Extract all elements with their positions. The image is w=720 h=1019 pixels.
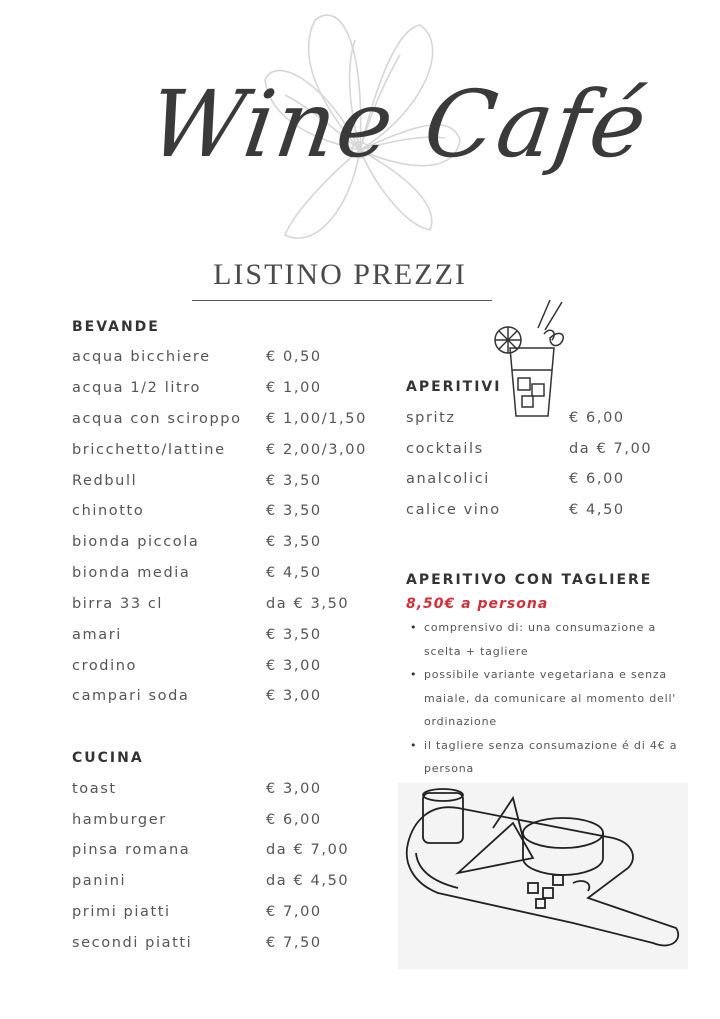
item-price: € 7,50 [266, 935, 322, 951]
item-name: calice vino [406, 502, 501, 518]
item-name: bionda media [72, 565, 191, 581]
menu-item [72, 378, 392, 409]
item-name: birra 33 cl [72, 596, 164, 612]
menu-item [72, 840, 392, 871]
menu-item [406, 469, 706, 500]
section-heading-bevande: BEVANDE [72, 319, 160, 335]
menu-item [72, 501, 392, 532]
item-price: da € 3,50 [266, 596, 350, 612]
item-price: € 4,50 [569, 502, 625, 518]
menu-item [72, 779, 392, 810]
menu-item [72, 440, 392, 471]
item-name: primi piatti [72, 904, 171, 920]
item-price: da € 7,00 [266, 842, 350, 858]
tagliere-notes [410, 616, 678, 781]
item-name: acqua bicchiere [72, 349, 211, 365]
item-name: cocktails [406, 441, 484, 457]
item-name: analcolici [406, 471, 490, 487]
section-heading-tagliere: APERITIVO CON TAGLIERE [406, 572, 653, 588]
item-name: crodino [72, 658, 137, 674]
section-heading-cucina: CUCINA [72, 750, 144, 766]
item-price: € 3,50 [266, 473, 322, 489]
item-price: € 3,00 [266, 688, 322, 704]
tagliere-price: 8,50€ a persona [406, 596, 549, 612]
item-price: € 2,00/3,00 [266, 442, 367, 458]
menu-item [72, 871, 392, 902]
cheese-board-illustration [398, 783, 688, 969]
menu-item [72, 471, 392, 502]
item-name: pinsa romana [72, 842, 191, 858]
section-heading-aperitivi: APERITIVI [406, 379, 502, 395]
list-item: • possibile variante vegetariana e senza maiale, da comunicare al momento dell' ordinazione [410, 663, 678, 734]
brand-logo: Wine Café [142, 71, 655, 178]
item-price: € 6,00 [569, 410, 625, 426]
menu-item [406, 500, 706, 531]
item-name: amari [72, 627, 122, 643]
item-name: chinotto [72, 503, 145, 519]
item-price: € 3,50 [266, 503, 322, 519]
item-price: € 6,00 [266, 812, 322, 828]
menu-item [406, 408, 706, 439]
menu-item [406, 439, 706, 470]
item-name: Redbull [72, 473, 138, 489]
item-price: € 1,00/1,50 [266, 411, 367, 427]
item-name: campari soda [72, 688, 190, 704]
item-price: € 7,00 [266, 904, 322, 920]
item-name: bionda piccola [72, 534, 200, 550]
item-name: toast [72, 781, 117, 797]
item-price: € 0,50 [266, 349, 322, 365]
list-item: • comprensivo di: una consumazione a scelta + tagliere [410, 616, 678, 663]
item-name: bricchetto/lattine [72, 442, 226, 458]
item-price: da € 7,00 [569, 441, 653, 457]
item-price: € 3,50 [266, 627, 322, 643]
menu-item [72, 810, 392, 841]
item-price: € 3,00 [266, 658, 322, 674]
item-name: hamburger [72, 812, 167, 828]
title-divider [192, 300, 492, 301]
item-name: panini [72, 873, 127, 889]
item-price: € 3,00 [266, 781, 322, 797]
item-name: secondi piatti [72, 935, 193, 951]
menu-item [72, 347, 392, 378]
menu-item [72, 686, 392, 717]
menu-item [72, 409, 392, 440]
menu-item [72, 902, 392, 933]
item-name: acqua 1/2 litro [72, 380, 201, 396]
item-price: da € 4,50 [266, 873, 350, 889]
list-item: • il tagliere senza consumazione é di 4€ a persona [410, 734, 678, 781]
menu-item [72, 933, 392, 964]
menu-item [72, 656, 392, 687]
menu-item [72, 625, 392, 656]
item-price: € 4,50 [266, 565, 322, 581]
page-title: LISTINO PREZZI [213, 258, 467, 291]
item-name: spritz [406, 410, 456, 426]
menu-item [72, 532, 392, 563]
item-price: € 6,00 [569, 471, 625, 487]
item-price: € 3,50 [266, 534, 322, 550]
menu-item [72, 563, 392, 594]
item-price: € 1,00 [266, 380, 322, 396]
item-name: acqua con sciroppo [72, 411, 242, 427]
menu-item [72, 594, 392, 625]
